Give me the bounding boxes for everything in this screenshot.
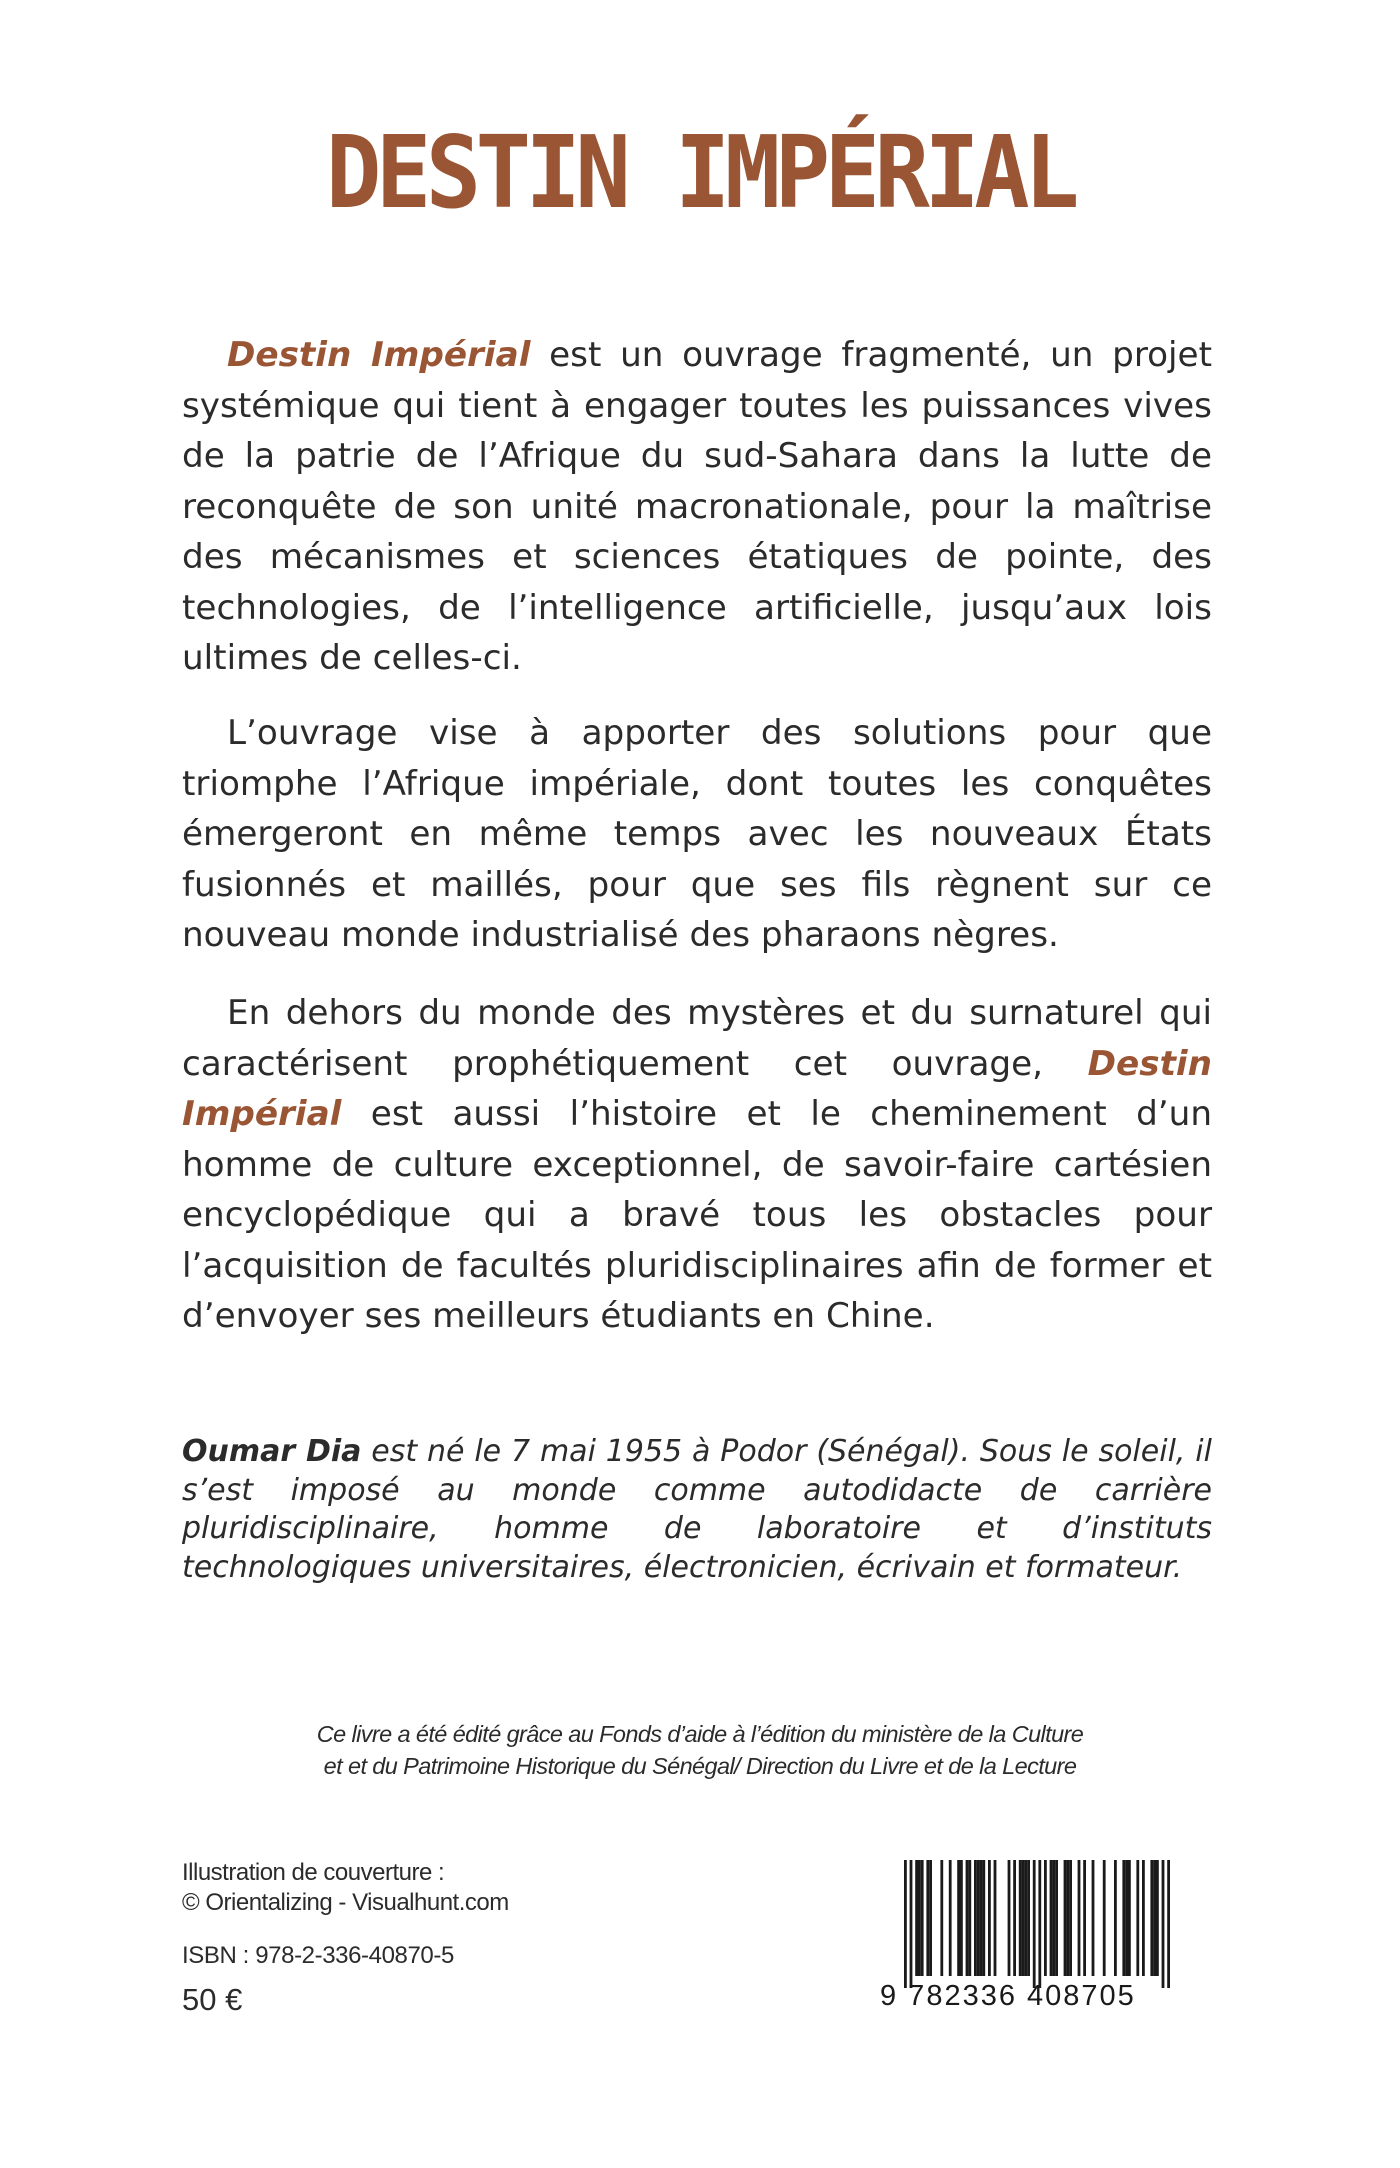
book-title-inline: Destin Impérial: [227, 335, 531, 375]
barcode-bar: [1044, 1860, 1047, 1976]
barcode-bar: [1092, 1860, 1095, 1976]
barcode-bar: [1052, 1860, 1055, 1976]
funding-note-line-2: et et du Patrimoine Historique du Sénégal/ Direction du Livre et de la Lecture: [323, 1753, 1077, 1779]
barcode-bar: [968, 1860, 971, 1976]
barcode-bar: [1033, 1860, 1036, 1988]
book-title-inline: Destin Impérial: [182, 1043, 1212, 1134]
barcode-bar: [1027, 1860, 1030, 1976]
barcode-bar: [1162, 1860, 1165, 1988]
barcode-bar: [1136, 1860, 1139, 1976]
barcode-bar: [1150, 1860, 1153, 1976]
description-paragraph-2: [182, 708, 1212, 961]
barcode-bar: [1083, 1860, 1086, 1976]
author-bio-text: est né le 7 mai 1955 à Podor (Sénégal). Sous le soleil, il s’est imposé au monde comme autodidacte de carrière pluridisciplinaire, homme de laboratoire et d’instituts technologiques universitaires, électronicien, écrivain et formateur.: [182, 1434, 1212, 1585]
author-name: Oumar Dia: [182, 1434, 362, 1469]
barcode-bar: [1008, 1860, 1011, 1976]
barcode-bar: [988, 1860, 991, 1976]
barcode-bar: [915, 1860, 918, 1976]
barcode-bar: [977, 1860, 980, 1976]
barcode-bar: [966, 1860, 969, 1976]
barcode-bar: [1024, 1860, 1027, 1976]
funding-note: [180, 1718, 1220, 1782]
paragraph-1-text: est un ouvrage fragmenté, un projet systémique qui tient à engager toutes les puissances vives de la patrie de l’Afrique du sud-Sahara dans la lutte de reconquête de son unité macronationale, pour la maîtrise des mécanismes et sciences étatiques de pointe, des technologies, de l’intelligence artificielle, jusqu’aux lois ultimes de celles-ci.: [182, 335, 1212, 678]
barcode-bar: [1142, 1860, 1145, 1976]
barcode-bar: [1064, 1860, 1067, 1976]
barcode-bar: [1125, 1860, 1128, 1976]
barcode-bar: [1013, 1860, 1016, 1976]
barcode-bar: [921, 1860, 924, 1976]
barcode-bar: [949, 1860, 952, 1976]
author-bio: [182, 1433, 1212, 1587]
cover-credits: [182, 1858, 782, 1918]
barcode-bar: [1019, 1860, 1022, 1976]
barcode-bar: [1156, 1860, 1159, 1976]
price: 50 €: [182, 1982, 243, 2017]
barcode-bar: [1038, 1860, 1041, 1988]
barcode-bar: [994, 1860, 997, 1976]
barcode-bar: [980, 1860, 983, 1976]
barcode-bar: [1066, 1860, 1069, 1976]
book-title: DESTIN IMPÉRIAL: [325, 114, 1075, 231]
barcode-bar: [910, 1860, 913, 1988]
barcode-bar: [1022, 1860, 1025, 1976]
barcode-bar: [982, 1860, 985, 1976]
barcode-bar: [974, 1860, 977, 1976]
barcode-bar: [1128, 1860, 1131, 1976]
funding-note-line-1: Ce livre a été édité grâce au Fonds d’aide à l’édition du ministère de la Culture: [316, 1721, 1084, 1747]
barcode-bar: [1114, 1860, 1117, 1976]
barcode-bar: [1103, 1860, 1106, 1976]
isbn: ISBN : 978-2-336-40870-5: [182, 1942, 454, 1969]
cover-credits-line-2: © Orientalizing - Visualhunt.com: [182, 1889, 509, 1916]
barcode-bar: [960, 1860, 963, 1976]
paragraph-3-text-before: En dehors du monde des mystères et du surnaturel qui caractérisent prophétiquement cet ouvrage,: [182, 993, 1212, 1084]
description-paragraph-1: [182, 330, 1212, 684]
barcode-bar: [1153, 1860, 1156, 1976]
barcode-bar: [1069, 1860, 1072, 1976]
barcode-bar: [904, 1860, 907, 1988]
barcode-bar: [929, 1860, 932, 1976]
barcode-bar: [957, 1860, 960, 1976]
barcode-digits: 9 782336 408705: [880, 1980, 1136, 2012]
cover-credits-line-1: Illustration de couverture :: [182, 1859, 445, 1886]
barcode-bar: [1050, 1860, 1053, 1976]
paragraph-2-text: L’ouvrage vise à apporter des solutions pour que triomphe l’Afrique impériale, dont toutes les conquêtes émergeront en même temps avec les nouveaux États fusionnés et maillés, pour que ses fils règnent sur ce nouveau monde industrialisé des pharaons nègres.: [182, 713, 1212, 955]
barcode-bar: [940, 1860, 943, 1976]
barcode-bar: [1167, 1860, 1170, 1988]
barcode-bar: [1122, 1860, 1125, 1976]
barcode-bar: [1078, 1860, 1081, 1976]
barcode-bar: [918, 1860, 921, 1976]
barcode: [880, 1852, 1185, 2012]
description-paragraph-3: [182, 988, 1212, 1342]
barcode-bar: [1055, 1860, 1058, 1976]
paragraph-3-text-after: est aussi l’histoire et le cheminement d’un homme de culture exceptionnel, de savoir-faire cartésien encyclopédique qui a bravé tous les obstacles pour l’acquisition de facultés pluridisciplinaires afin de former et d’envoyer ses meilleurs étudiants en Chine.: [182, 1094, 1212, 1336]
barcode-bar: [926, 1860, 929, 1976]
